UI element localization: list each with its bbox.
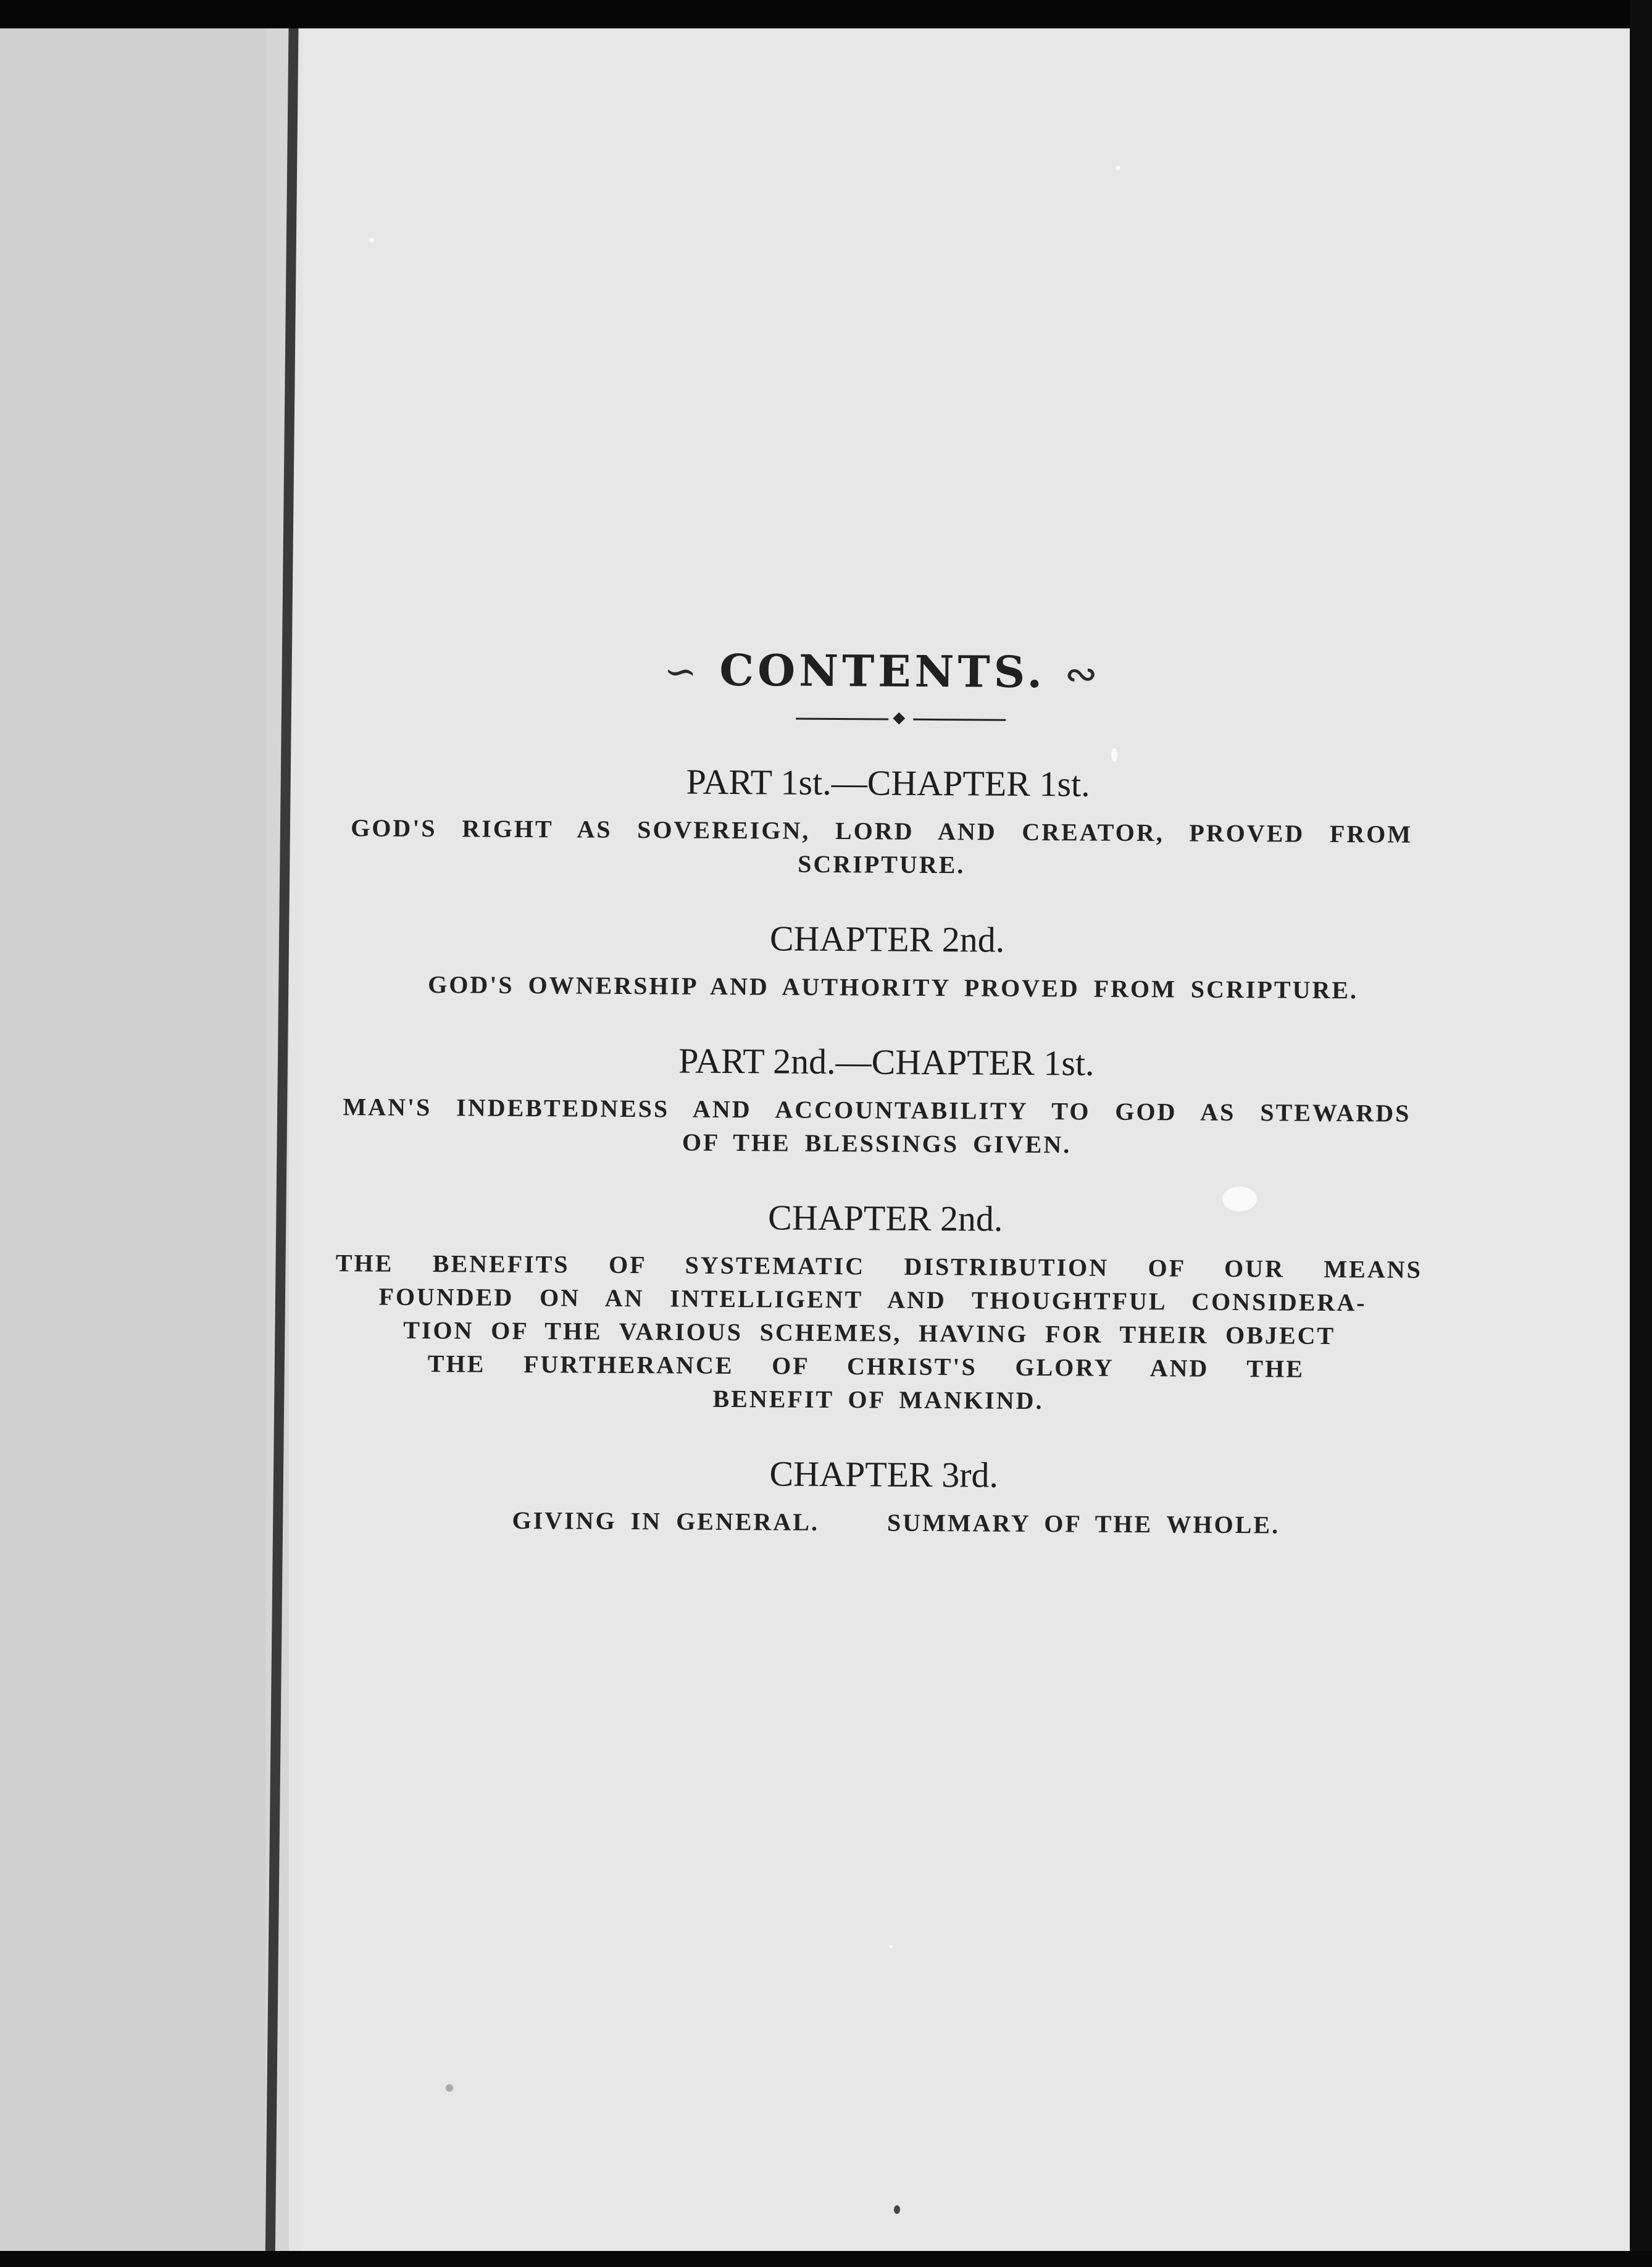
paper-speck xyxy=(446,2084,453,2092)
paper-speck xyxy=(369,238,374,243)
contents-page xyxy=(322,642,1451,1543)
description-line: SCRIPTURE. xyxy=(798,850,966,879)
section-heading: CHAPTER 3rd. xyxy=(769,1453,999,1495)
section-description xyxy=(346,1503,1445,1543)
flourish-right-icon: ∾ xyxy=(1064,651,1102,698)
description-line: OF THE BLESSINGS GIVEN. xyxy=(682,1128,1072,1159)
description-line: THE FURTHERANCE OF CHRIST'S GLORY AND THE xyxy=(427,1350,1304,1383)
section-description xyxy=(411,968,1374,1008)
description-line: GOD'S OWNERSHIP AND AUTHORITY PROVED FROM SCRIPTURE. xyxy=(428,971,1359,1004)
description-line: MAN'S INDEBTEDNESS AND ACCOUNTABILITY TO GOD AS STEWARDS xyxy=(343,1093,1411,1127)
description-line: GIVING IN GENERAL. xyxy=(512,1506,820,1536)
diamond-ornament-icon xyxy=(893,712,905,725)
contents-title xyxy=(438,643,1327,699)
description-line: TION OF THE VARIOUS SCHEMES, HAVING FOR THEIR OBJECT xyxy=(403,1316,1336,1350)
section-heading: CHAPTER 2nd. xyxy=(767,1197,1003,1239)
section-description xyxy=(335,1246,1422,1420)
scan-border-top xyxy=(0,0,1652,28)
scan-border-bottom xyxy=(0,2251,1652,2267)
paper-speck xyxy=(1116,165,1120,170)
section-description xyxy=(343,1090,1411,1164)
section-heading: PART 1st.—CHAPTER 1st. xyxy=(686,761,1090,804)
paper-speck xyxy=(894,2205,900,2214)
description-line: THE BENEFITS OF SYSTEMATIC DISTRIBUTION OF OUR MEANS xyxy=(335,1249,1422,1284)
facing-page-shadow xyxy=(0,0,265,2267)
description-line: FOUNDED ON AN INTELLIGENT AND THOUGHTFUL CONSIDERA- xyxy=(378,1282,1367,1317)
section-heading: CHAPTER 2nd. xyxy=(769,918,1005,960)
flourish-left-icon: ∽ xyxy=(664,649,701,695)
description-line: BENEFIT OF MANKIND. xyxy=(712,1384,1044,1415)
section-heading: PART 2nd.—CHAPTER 1st. xyxy=(678,1040,1095,1083)
paper-speck xyxy=(889,1945,893,1948)
scan-border-right xyxy=(1630,0,1652,2267)
description-line: GOD'S RIGHT AS SOVEREIGN, LORD AND CREATOR, PROVED FROM xyxy=(351,814,1413,848)
section-description xyxy=(351,811,1413,885)
ornamental-rule xyxy=(796,712,1006,726)
contents-title-text: CONTENTS. xyxy=(719,644,1046,698)
description-line: SUMMARY OF THE WHOLE. xyxy=(886,1508,1280,1539)
